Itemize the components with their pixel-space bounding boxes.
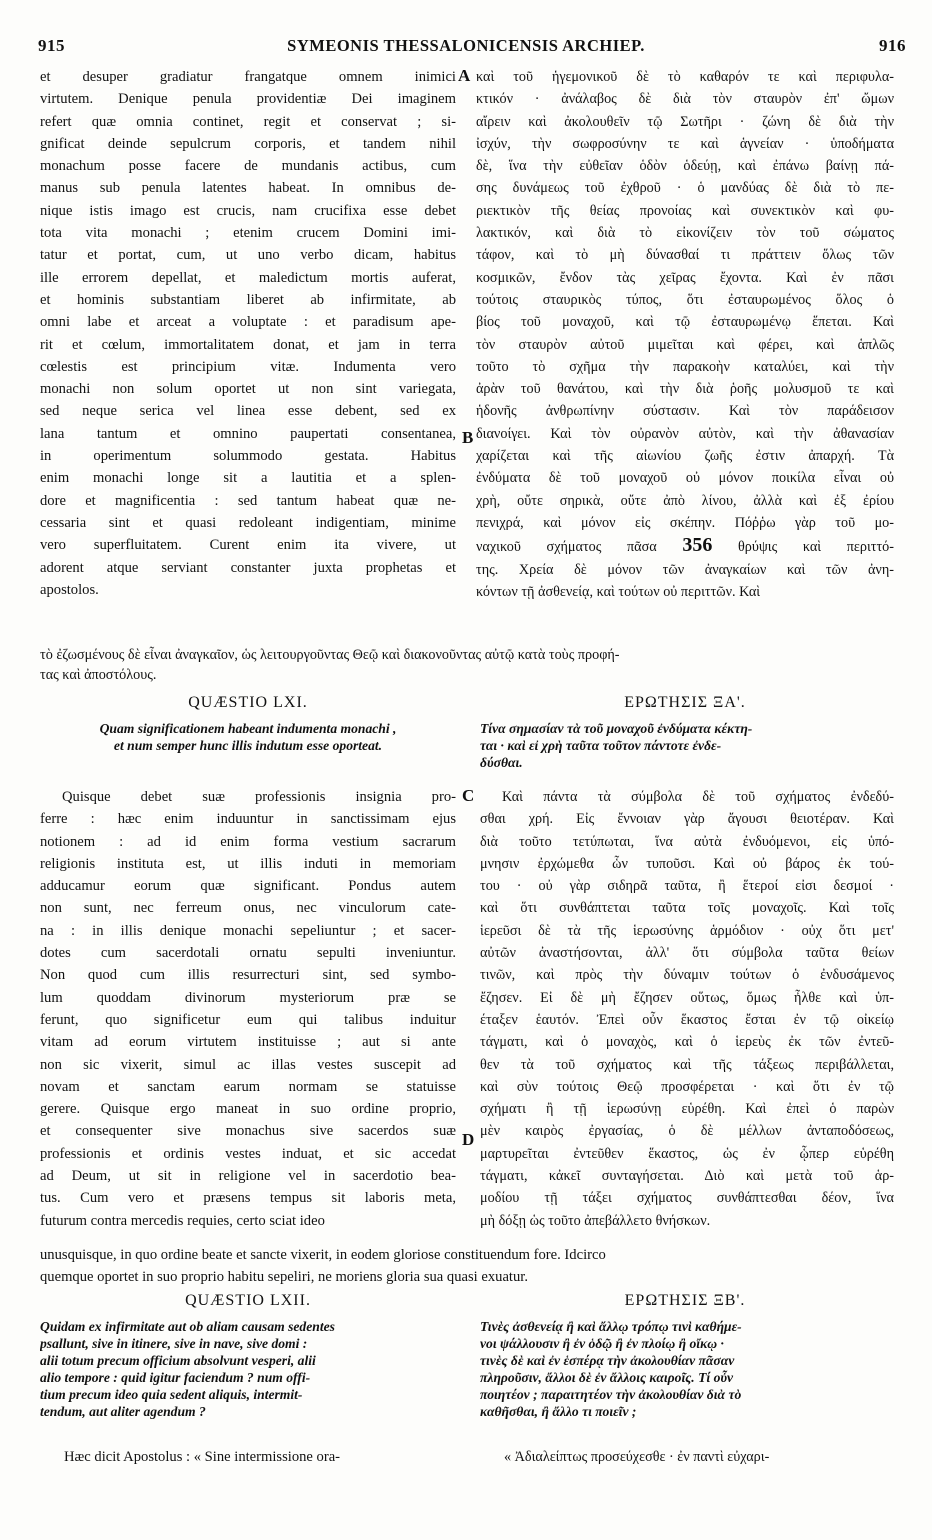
latin-text-line: Non quod cum illis resurrecturi sint, sed symbo- — [40, 967, 456, 984]
latin-text-line: monachi non solum oportet ut non sint variegata, — [40, 381, 456, 398]
latin-full-line-2: quemque oportet in suo proprio habitu sepeliri, ne moriens gloria sua quasi exuatur. — [40, 1269, 528, 1285]
latin-question-61-subtitle — [40, 720, 456, 754]
latin-text-line: sed neque serica vel linea esse debent, sed ex — [40, 403, 456, 420]
greek-text-line: ριεκτικὸν τῆς θείας προνοίας καὶ συνεκτικὸν καὶ φυ- — [476, 202, 894, 219]
latin-text-line: refert quæ omnia continet, regit et conservat ; si- — [40, 113, 456, 130]
latin-subtitle-line: alii totum precum officium absolvunt vesperi, alii — [40, 1353, 316, 1368]
greek-question-62-title: ΕΡΩΤΗΣΙΣ ΞΒ'. — [624, 1292, 746, 1309]
greek-subtitle-line: καθῆσθαι, ἢ ἄλλο τι ποιεῖν ; — [480, 1404, 637, 1419]
greek-text-fragment: θρύψις καὶ περιττό- — [712, 539, 894, 556]
latin-text-line: non sic vixerit, simul ac illas vestes suscepit ad — [40, 1056, 456, 1073]
latin-text-line: manus sub penula latentes habeat. In omnibus de- — [40, 180, 456, 197]
latin-text-line: et hominis substantiam liberet ab infirmitate, ab — [40, 291, 456, 308]
greek-text-line: διανοίγει. Καὶ τὸν οὐρανὸν αὐτὸν, καὶ τὴν ἀθανασίαν — [476, 425, 894, 442]
latin-subtitle-line: Quidam ex infirmitate aut ob aliam causam sedentes — [40, 1319, 335, 1334]
latin-text-line: notionem : ad id enim forma vestium sacrarum — [40, 833, 456, 850]
latin-text-line: adorent atque serviant constanter juxta prophetas et — [40, 559, 456, 576]
latin-text-line: ferre : hæc enim induuntur in sanctissimam ejus — [40, 811, 456, 828]
greek-text-line: τάγματι, κἀκεῖ συνταγήσεται. Διὸ καὶ μετὰ τοῦ ἁρ- — [480, 1168, 894, 1185]
greek-text-line: μαρτυρεῖται ἐντεῦθεν ἕκαστος, ὡς ἐν ᾧπερ εὑρέθη — [480, 1145, 894, 1162]
latin-text-line: ad Deum, ut sit in religione vel in sacerdotio bea- — [40, 1168, 456, 1185]
latin-text-line: omni labe et arceat a voluptate : et paradisum ape- — [40, 314, 456, 331]
greek-text-line: αἴρειν καὶ ἀκολουθεῖν τῷ Σωτῆρι · ζώνη δὲ διὰ τὴν — [476, 113, 894, 130]
greek-text-line: αὐτῶν ἀναστήσονται, ἀλλ' ὅτι σύμβολα ταῦτα θείων — [480, 945, 894, 962]
latin-text-line: gnificat deinde sepulcrum corporis, et tandem nihil — [40, 135, 456, 152]
latin-column-top — [40, 66, 456, 601]
latin-text-line: vero superfluitatem. Curent enim ita vivere, ut — [40, 537, 456, 554]
page-number-right: 916 — [879, 36, 906, 55]
latin-text-line: futurum contra mercedis requies, certo sciat ideo — [40, 1212, 325, 1229]
greek-column-top — [476, 66, 894, 603]
greek-subtitle-line: Τινὲς ἀσθενείᾳ ἢ καὶ ἄλλῳ τρόπῳ τινὶ καθήμε- — [480, 1319, 742, 1334]
greek-text-line: ἔζησεν. Εἰ δὲ μὴ ἔζησεν οὕτως, ὅμως ἦλθε καὶ ὑπ- — [480, 989, 894, 1006]
greek-text-line: θεν τὰ τοῦ σχήματος καὶ τῆς τάξεως περιβάλλεται, — [480, 1056, 894, 1073]
latin-subtitle-line: psallunt, sive in itinere, sive in nave, sive domi : — [40, 1336, 308, 1351]
greek-text-line: τοῦτο τὸ σχῆμα τὴν παρακοὴν καταλύει, καὶ τὴν — [476, 358, 894, 375]
greek-text-fragment: ναχικοῦ σχήματος πᾶσα — [476, 539, 683, 556]
latin-question-62-title: QUÆSTIO LXII. — [185, 1292, 311, 1309]
greek-text-line: τούτοις σταυρικὸς τύπος, ὅτι ἐσταυρωμένος ὅλος ὁ — [476, 291, 894, 308]
margin-marker-d: D — [462, 1130, 475, 1149]
greek-text-line: σχήματι ἢ τῇ ἱερωσύνῃ εὑρέθη. Καὶ ἐπεὶ ὁ παρὼν — [480, 1101, 894, 1118]
latin-text-line: apostolos. — [40, 581, 99, 598]
greek-question-62-body-start: « Ἀδιαλείπτως προσεύχεσθε · ἐν παντὶ εὐχαρι- — [504, 1449, 770, 1465]
latin-text-line: tus. Cum vero et præsens tempus sit laboris meta, — [40, 1190, 456, 1207]
latin-text-line: tatur et portat, cum, ut uno verbo dicam, habitus — [40, 247, 456, 264]
greek-question-61-subtitle — [480, 720, 892, 771]
latin-text-line: novam et sanctam earum normam se statuisse — [40, 1078, 456, 1095]
latin-text-line: vitam ad eorum virtutem instituisse ; aut si ante — [40, 1034, 456, 1051]
latin-text-line: non sunt, nec ferreum onus, nec vinculorum cate- — [40, 900, 456, 917]
greek-text-line: βίος τοῦ μοναχοῦ, καὶ τῷ ἐσταυρωμένῳ ἕπεται. Καὶ — [476, 314, 894, 331]
greek-text-line: του · οὐ γὰρ σιδηρᾶ ταῦτα, ἢ ἕτεροί εἰσι δεσμοί · — [480, 878, 894, 895]
greek-text-line: διὰ τοῦτο τετύπωται, ἵνα αὐτὰ ἐνδυόμενοι, εἰς ὑπό- — [480, 833, 894, 850]
greek-text-line: κτικόν · ἀνάλαβος δὲ διὰ τὸν σταυρὸν ἐπ' ὤμων — [476, 91, 894, 108]
greek-subtitle-line: τινὲς δὲ καὶ ἐν ἑσπέρᾳ τὴν ἀκολουθίαν πᾶσαν — [480, 1353, 735, 1368]
latin-text-line: enim monachi longe sit a lautitia et a splen- — [40, 470, 456, 487]
greek-text-line: χρὴ, οὔτε σηρικὰ, οὔτε ἀπὸ λίνου, ἀλλὰ καὶ ἐξ ἐρίου — [476, 492, 894, 509]
latin-text-line: et consequenter sive monachus sive sacerdos suæ — [40, 1123, 456, 1140]
greek-text-line: ἡδονῆς ἀνθρωπίνην σύστασιν. Καὶ τὸν παράδεισον — [476, 403, 894, 420]
greek-subtitle-line: ται · καὶ εἰ χρὴ ταῦτα τοῦτον πάντοτε ἐνδε- — [480, 738, 722, 753]
latin-subtitle-line: tendum, aut aliter agendum ? — [40, 1404, 206, 1419]
greek-text-line: χαρίζεται καὶ τῆς αἰωνίου ζωῆς ἐστιν ἀπαρχή. Τὰ — [476, 448, 894, 465]
greek-text-line: κόντων τῇ ἀσθενείᾳ, καὶ τούτων οὐ περιττῶν. Καὶ — [476, 583, 761, 600]
greek-text-line: μνησιν ἐρχώμεθα ὧν τυποῦσι. Καὶ οὐ βάρος ἐκ τού- — [480, 855, 894, 872]
greek-text-line: έταξεν ἑαυτόν. Ἐπεὶ οὖν ἕκαστος ἔσται ἐν τῷ οἰκείῳ — [480, 1011, 894, 1028]
greek-text-line: καὶ τοῦ ἡγεμονικοῦ δὲ τὸ καθαρόν τε καὶ περιφυλα- — [476, 69, 894, 85]
greek-text-line — [476, 534, 894, 558]
greek-text-line: καὶ σὺν τούτοις Θεῷ προσφέρεται · καὶ ὅτι ἐν τῷ — [480, 1078, 894, 1095]
latin-text-line: rit et cœlum, immortalitatem donat, et jam in terra — [40, 336, 456, 353]
latin-text-line: lum quoddam divinorum mysteriorum præ se — [40, 989, 456, 1006]
greek-full-line-2: τας καὶ ἀποστόλους. — [40, 667, 157, 683]
greek-text-line: ἀρὰν τοῦ θανάτου, καὶ τὴν διὰ ῥοῆς μολυσμοῦ τε καὶ — [476, 381, 894, 398]
latin-subtitle-line: et num semper hunc illis indutum esse oporteat. — [113, 738, 383, 753]
greek-question-62-subtitle — [480, 1318, 892, 1420]
latin-text-line: cessaria sint et quasi redoleant indigentiam, minime — [40, 514, 456, 531]
greek-text-line: σθαι χρή. Εἰς ἔννοιαν γὰρ ἄγουσι θειοτέραν. Καὶ — [480, 811, 894, 828]
margin-marker-a: A — [458, 66, 471, 85]
running-title: SYMEONIS THESSALONICENSIS ARCHIEP. — [287, 36, 645, 55]
greek-text-line: δὲ, ἵνα τὴν εὐθεῖαν ὁδὸν ὁδεύῃ, καὶ ἐπάνω βαίνῃ πά- — [476, 158, 894, 175]
latin-text-line: ille errorem depellat, et maledictum mortis auferat, — [40, 269, 456, 286]
greek-text-line: τινῶν, καὶ πρὸς τὴν δύναμιν τούτων ὁ ἐνδυσάμενος — [480, 967, 894, 984]
latin-text-line: dore et magnificentia : sed tantum habeat quæ ne- — [40, 492, 456, 509]
latin-text-line: tota vita monachi ; etenim crucem Domini imi- — [40, 225, 456, 242]
latin-text-line: professionis et ordinis vestes induat, et sic accedat — [40, 1145, 456, 1162]
latin-text-line: Quisque debet suæ professionis insignia pro- — [62, 789, 456, 805]
latin-question-61-body — [40, 786, 456, 1232]
greek-text-line: της. Χρεία δὲ μόνον τῶν ἀναγκαίων καὶ τῶν ἀνη- — [476, 561, 894, 578]
page-number-left: 915 — [38, 36, 65, 55]
latin-text-line: et desuper gradiatur frangatque omnem inimici — [40, 69, 456, 85]
latin-question-62-subtitle — [40, 1318, 456, 1420]
latin-text-line: religionis instituta est, ut illis induti in memoriam — [40, 855, 456, 872]
greek-text-line: ἐνδύματα δὲ τοῦ μοναχοῦ οὐ μόνον ποικίλα εἶναι οὐ — [476, 470, 894, 487]
latin-full-line-1: unusquisque, in quo ordine beate et sancte vixerit, in eodem gloriose constituendum fore. Idcirco — [40, 1247, 606, 1263]
latin-text-line: na : in illis denique monachi sepeliuntur ; et sacer- — [40, 922, 456, 939]
margin-marker-c: C — [462, 786, 475, 805]
greek-text-line: μοδίου τῇ τάξει σχήματος συνθάπτεσθαι δέον, ἵνα — [480, 1190, 894, 1207]
greek-text-line: σης δυνάμεως τοῦ ἐχθροῦ · ὁ μανδύας δὲ διὰ τὸ πε- — [476, 180, 894, 197]
greek-subtitle-line: ποιητέον ; παραιτητέον τὴν ἀκολουθίαν διὰ τὸ — [480, 1387, 742, 1402]
greek-text-line: τάγματι, καὶ ὁ μοναχὸς, καὶ ὁ ἱερεὺς ἐκ τῶν ἐντεῦ- — [480, 1034, 894, 1051]
latin-text-line: virtutem. Denique penula providentiæ Dei imaginem — [40, 91, 456, 108]
greek-text-line: κοσμικῶν, ἔνδον τὰς χεῖρας ἔχοντα. Καὶ ἐν πᾶσι — [476, 269, 894, 286]
greek-text-line: πενιχρά, καὶ μόνον εἰς σκέπην. Πόῤῥω γὰρ τοῦ μο- — [476, 514, 894, 531]
greek-subtitle-line: πληροῦσιν, ἄλλοι δὲ ἐν ἄλλοις καιροῖς. Τί οὖν — [480, 1370, 734, 1385]
latin-text-line: adducamur eorum quæ significant. Pondus autem — [40, 878, 456, 895]
greek-subtitle-line: Τίνα σημασίαν τὰ τοῦ μοναχοῦ ἐνδύματα κέκτη- — [480, 721, 753, 736]
greek-text-line: Καὶ πάντα τὰ σύμβολα δὲ τοῦ σχήματος ἐνδεδύ- — [502, 789, 894, 805]
greek-text-line: τάφον, καὶ τὸ μὴ δύνασθαί τι πράττειν ὅλως τῶν — [476, 247, 894, 264]
latin-text-line: ferunt, quo significetur eum qui talibus induitur — [40, 1011, 456, 1028]
latin-text-line: monachum posse facere de mundanis actibus, cum — [40, 158, 456, 175]
latin-subtitle-line: tium precum ideo quia sedent aliquis, intermit- — [40, 1387, 303, 1402]
greek-text-line: ἱερεῦσι δὲ τὰ τῆς ἱερωσύνης ἁρμόδιον · οὐχ ὅτι μετ' — [480, 922, 894, 939]
latin-subtitle-line: Quam significationem habeant indumenta monachi , — [99, 721, 397, 736]
latin-question-61-title: QUÆSTIO LXI. — [188, 694, 308, 711]
latin-question-62-body-start: Hæc dicit Apostolus : « Sine intermissione ora- — [64, 1449, 341, 1465]
greek-subtitle-line: νοι ψάλλουσιν ἢ ἐν ὁδῷ ἢ ἐν πλοίῳ ἢ οἴκῳ · — [480, 1336, 724, 1351]
greek-text-line: τὸν σταυρὸν αὐτοῦ μιμεῖται καὶ φέρει, καὶ ἁπλῶς — [476, 336, 894, 353]
greek-text-line: καὶ ὅτι συνθάπτεται ταῦτα τοῖς μοναχοῖς. Καὶ τοῖς — [480, 900, 894, 917]
latin-text-line: in operimentum solummodo gestata. Habitus — [40, 448, 456, 465]
greek-question-61-body — [480, 786, 894, 1232]
latin-text-line: dotes cum sacerdotali ornatu sepulti inveniuntur. — [40, 945, 456, 962]
migne-column-number: 356 — [682, 534, 713, 557]
greek-text-line: λακτικόν, καὶ διὰ τὸ εἰκονίζειν τὸν τοῦ σώματος — [476, 225, 894, 242]
latin-text-line: cœlestis est principium vitæ. Indumenta vero — [40, 358, 456, 375]
greek-full-line-1: τὸ ἐζωσμένους δὲ εἶναι ἀναγκαῖον, ὡς λειτουργοῦντας Θεῷ καὶ διακονοῦντας αὐτῷ κατὰ τοὺς προφή- — [40, 647, 620, 663]
greek-text-line: μὲν καιρὸς ἐργασίας, ὁ δὲ μέλλων ἀνταποδόσεως, — [480, 1123, 894, 1140]
greek-text-line: ἰσχύν, τὴν σωφροσύνην τε καὶ ἁγνείαν · ὑποδήματα — [476, 135, 894, 152]
greek-text-line: μὴ δόξῃ ὡς τοῦτο ἀπεβάλλετο θνήσκων. — [480, 1212, 711, 1229]
latin-subtitle-line: alio tempore : quid igitur faciendum ? num offi- — [40, 1370, 311, 1385]
latin-text-line: gerere. Quisque ergo maneat in suo ordine proprio, — [40, 1101, 456, 1118]
greek-question-61-title: ΕΡΩΤΗΣΙΣ ΞΑ'. — [624, 694, 746, 711]
greek-subtitle-line: δύσθαι. — [480, 755, 523, 770]
latin-text-line: lana tantum et omnino paupertati consentanea, — [40, 425, 456, 442]
latin-text-line: nique istis imago est crucis, nam crucifixa esse debet — [40, 202, 456, 219]
margin-marker-b: B — [462, 428, 474, 447]
